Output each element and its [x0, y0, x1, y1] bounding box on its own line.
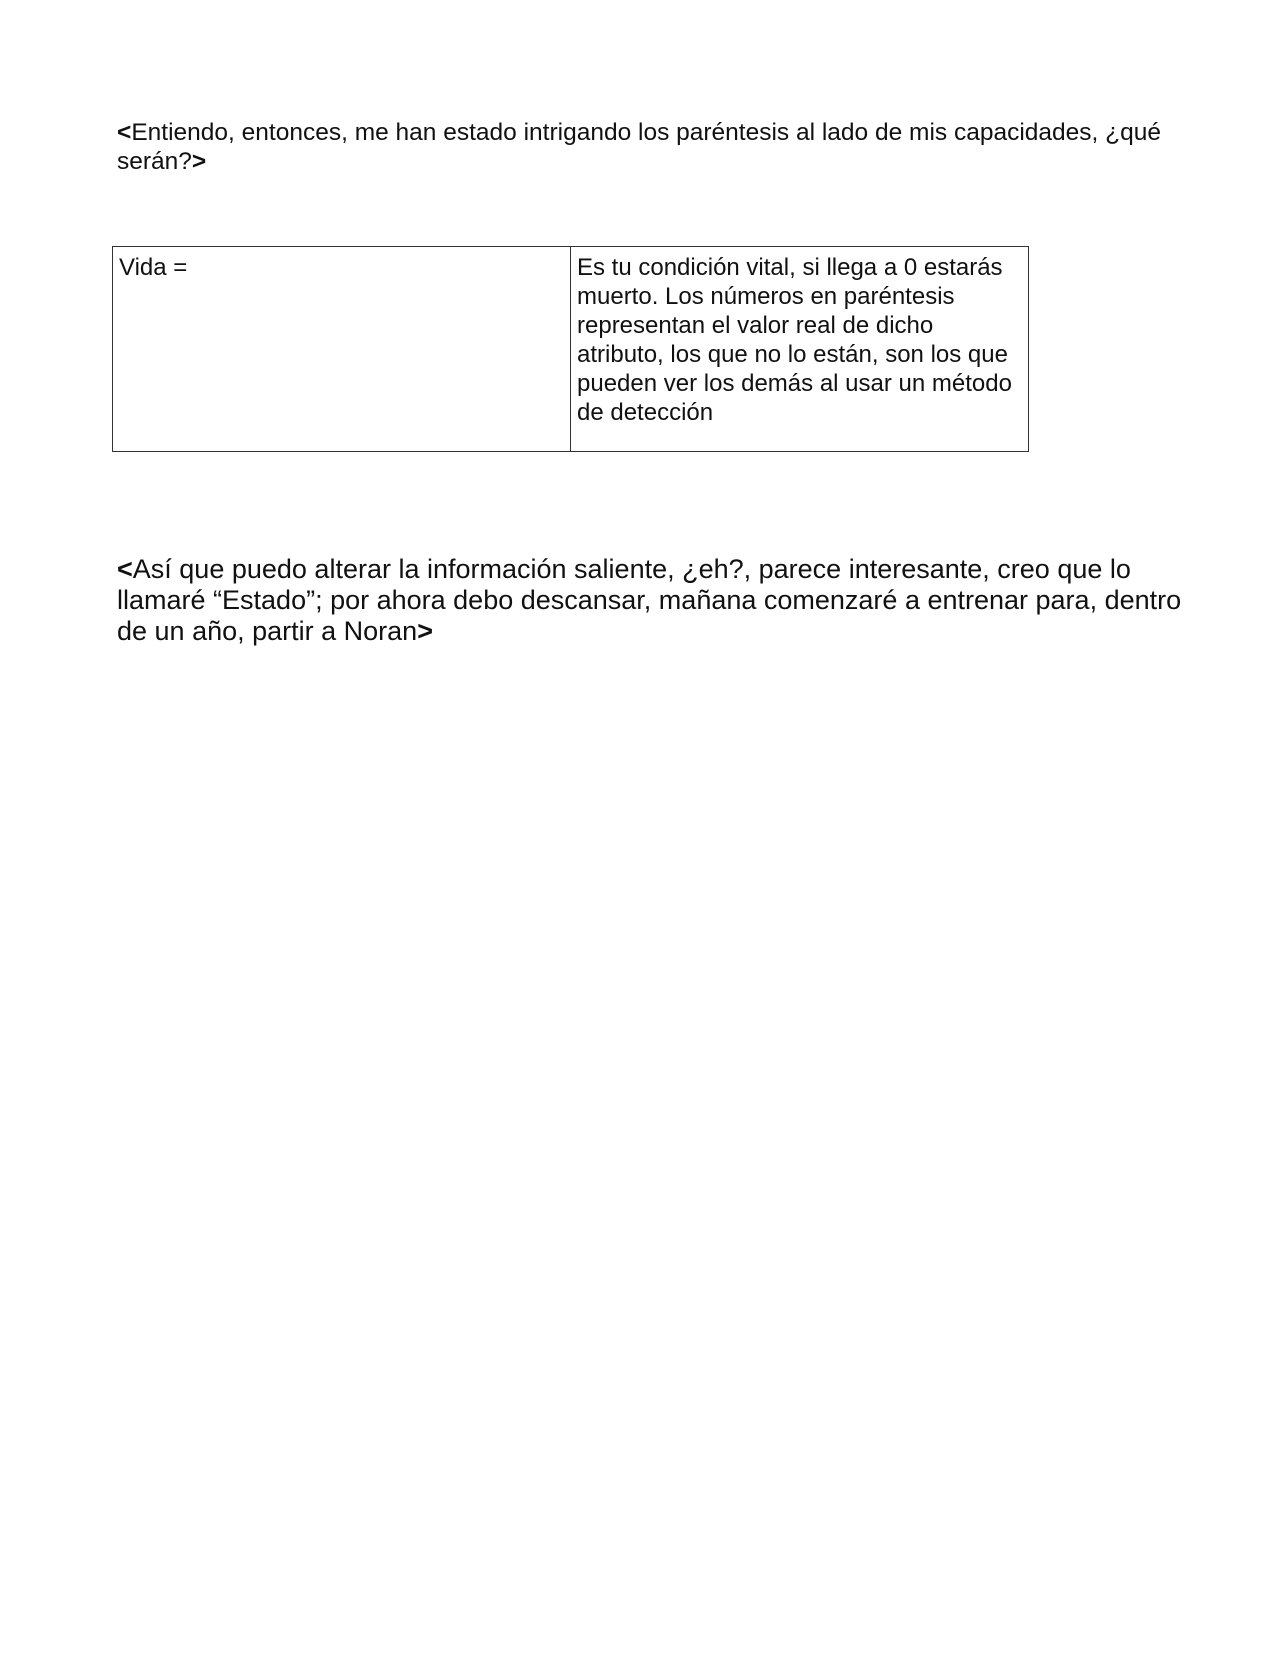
stat-label: Vida = [113, 247, 571, 452]
table-row [113, 247, 1029, 452]
close-bracket: > [191, 148, 207, 175]
dialogue-paragraph-2 [117, 554, 1197, 647]
stats-table [112, 246, 1029, 452]
stat-description: Es tu condición vital, si llega a 0 estarás muerto. Los números en paréntesis representan el valor real de dicho atributo, los que no lo están, son los que pueden ver los demás al usar un método de detección [571, 247, 1029, 452]
dialogue-text: Entiendo, entonces, me han estado intrigando los paréntesis al lado de mis capacidades, ¿qué serán? [117, 119, 1161, 175]
dialogue-text: Así que puedo alterar la información saliente, ¿eh?, parece interesante, creo que lo llamaré “Estado”; por ahora debo descansar, mañana comenzaré a entrenar para, dentro de un año, partir a Noran [117, 554, 1182, 646]
open-bracket: < [117, 119, 132, 146]
close-bracket: > [417, 616, 433, 646]
dialogue-paragraph-1 [117, 118, 1177, 176]
open-bracket: < [117, 554, 133, 584]
